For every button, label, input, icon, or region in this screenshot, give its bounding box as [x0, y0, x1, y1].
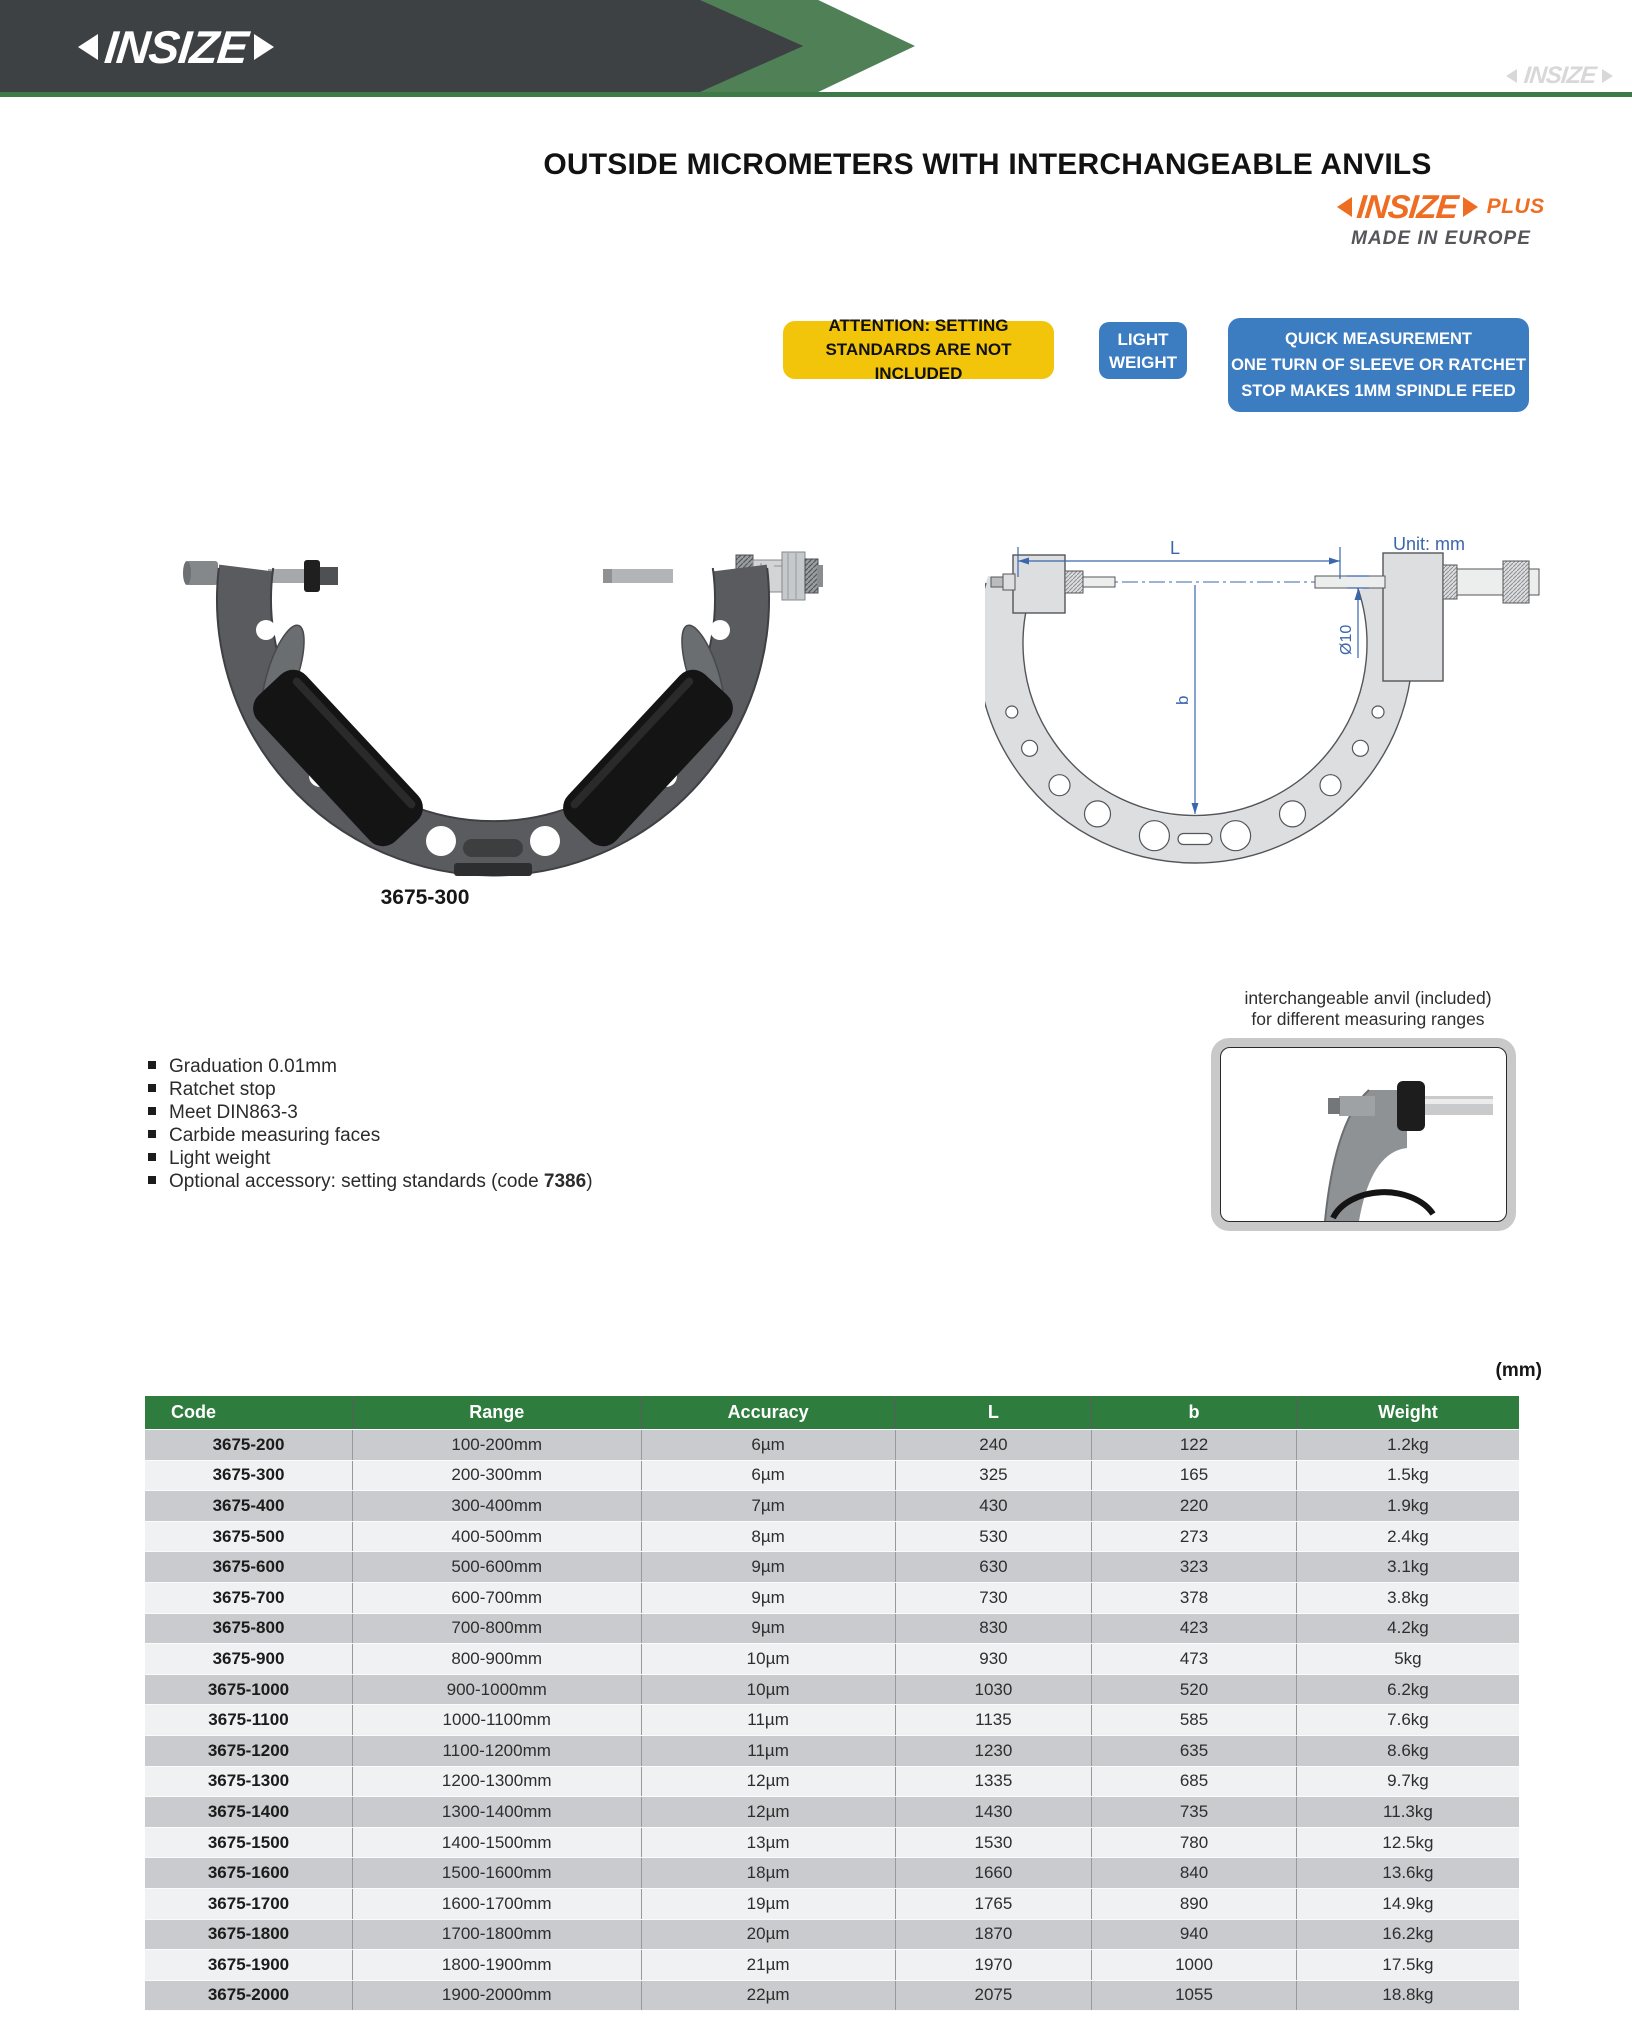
cell-weight: 13.6kg — [1296, 1858, 1519, 1889]
cell-range: 1800-1900mm — [352, 1950, 641, 1981]
feature-text: Ratchet stop — [169, 1079, 276, 1100]
cell-b: 780 — [1092, 1827, 1297, 1858]
cell-range: 300-400mm — [352, 1491, 641, 1522]
cell-l: 1970 — [895, 1950, 1091, 1981]
cell-range: 1600-1700mm — [352, 1888, 641, 1919]
table-row — [145, 1613, 1519, 1644]
spec-table-header — [145, 1396, 1519, 1430]
cell-code: 3675-800 — [145, 1613, 352, 1644]
cell-l: 1430 — [895, 1797, 1091, 1828]
bullet-square-icon — [148, 1153, 156, 1161]
cell-code: 3675-600 — [145, 1552, 352, 1583]
cell-accuracy: 7µm — [641, 1491, 895, 1522]
cell-weight: 11.3kg — [1296, 1797, 1519, 1828]
cell-range: 1000-1100mm — [352, 1705, 641, 1736]
cell-accuracy: 13µm — [641, 1827, 895, 1858]
cell-range: 1200-1300mm — [352, 1766, 641, 1797]
table-row — [145, 1950, 1519, 1981]
cell-weight: 6.2kg — [1296, 1674, 1519, 1705]
cell-range: 1900-2000mm — [352, 1980, 641, 2011]
feature-text: Graduation 0.01mm — [169, 1056, 337, 1077]
cell-range: 600-700mm — [352, 1582, 641, 1613]
cell-l: 240 — [895, 1430, 1091, 1461]
cell-b: 1055 — [1092, 1980, 1297, 2011]
table-row — [145, 1827, 1519, 1858]
cell-weight: 16.2kg — [1296, 1919, 1519, 1950]
attention-line1: ATTENTION: SETTING — [828, 316, 1009, 335]
cell-l: 1660 — [895, 1858, 1091, 1889]
cell-accuracy: 10µm — [641, 1644, 895, 1675]
cell-accuracy: 11µm — [641, 1705, 895, 1736]
cell-accuracy: 18µm — [641, 1858, 895, 1889]
cell-b: 1000 — [1092, 1950, 1297, 1981]
cell-weight: 14.9kg — [1296, 1888, 1519, 1919]
cell-l: 1870 — [895, 1919, 1091, 1950]
attention-badge — [783, 316, 1054, 383]
cell-weight: 12.5kg — [1296, 1827, 1519, 1858]
cell-code: 3675-2000 — [145, 1980, 352, 2011]
cell-b: 122 — [1092, 1430, 1297, 1461]
anvil-photo — [1220, 1047, 1507, 1222]
cell-weight: 1.9kg — [1296, 1491, 1519, 1522]
feature-item — [148, 1056, 788, 1078]
spec-table-body — [145, 1430, 1519, 2011]
cell-code: 3675-1500 — [145, 1827, 352, 1858]
cell-b: 940 — [1092, 1919, 1297, 1950]
plus-suffix-text: PLUS — [1486, 195, 1545, 218]
dim-d10-label: Ø10 — [1338, 624, 1355, 655]
cell-code: 3675-1600 — [145, 1858, 352, 1889]
cell-range: 200-300mm — [352, 1460, 641, 1491]
cell-b: 890 — [1092, 1888, 1297, 1919]
cell-l: 2075 — [895, 1980, 1091, 2011]
feature-item — [148, 1148, 788, 1170]
cell-range: 1400-1500mm — [352, 1827, 641, 1858]
table-row — [145, 1766, 1519, 1797]
table-row — [145, 1674, 1519, 1705]
attention-line2: STANDARDS ARE NOT INCLUDED — [825, 340, 1012, 383]
cell-l: 325 — [895, 1460, 1091, 1491]
cell-l: 1530 — [895, 1827, 1091, 1858]
cell-range: 1300-1400mm — [352, 1797, 641, 1828]
cell-accuracy: 10µm — [641, 1674, 895, 1705]
table-row — [145, 1858, 1519, 1889]
feature-item — [148, 1125, 788, 1147]
col-header-range: Range — [352, 1396, 641, 1430]
cell-b: 378 — [1092, 1582, 1297, 1613]
cell-l: 430 — [895, 1491, 1091, 1522]
anvil-note-line2: for different measuring ranges — [1251, 1009, 1485, 1029]
cell-code: 3675-1300 — [145, 1766, 352, 1797]
cell-code: 3675-1900 — [145, 1950, 352, 1981]
cell-accuracy: 11µm — [641, 1735, 895, 1766]
cell-weight: 5kg — [1296, 1644, 1519, 1675]
cell-range: 800-900mm — [352, 1644, 641, 1675]
cell-weight: 7.6kg — [1296, 1705, 1519, 1736]
cell-code: 3675-900 — [145, 1644, 352, 1675]
cell-code: 3675-1800 — [145, 1919, 352, 1950]
cell-weight: 4.2kg — [1296, 1613, 1519, 1644]
table-row — [145, 1430, 1519, 1461]
cell-range: 500-600mm — [352, 1552, 641, 1583]
plus-arrow-left-icon — [1337, 197, 1352, 217]
cell-range: 1500-1600mm — [352, 1858, 641, 1889]
plus-arrow-right-icon — [1463, 197, 1478, 217]
table-row — [145, 1644, 1519, 1675]
cell-code: 3675-1100 — [145, 1705, 352, 1736]
cell-l: 830 — [895, 1613, 1091, 1644]
cell-l: 1030 — [895, 1674, 1091, 1705]
light-weight-line2: WEIGHT — [1109, 352, 1177, 372]
spec-table — [145, 1396, 1519, 2011]
bullet-square-icon — [148, 1084, 156, 1092]
cell-weight: 3.8kg — [1296, 1582, 1519, 1613]
cell-b: 685 — [1092, 1766, 1297, 1797]
cell-weight: 3.1kg — [1296, 1552, 1519, 1583]
cell-accuracy: 22µm — [641, 1980, 895, 2011]
feature-text: Carbide measuring faces — [169, 1125, 381, 1146]
bullet-square-icon — [148, 1130, 156, 1138]
cell-weight: 1.5kg — [1296, 1460, 1519, 1491]
table-row — [145, 1582, 1519, 1613]
cell-b: 520 — [1092, 1674, 1297, 1705]
feature-item — [148, 1079, 788, 1101]
table-row — [145, 1705, 1519, 1736]
cell-weight: 9.7kg — [1296, 1766, 1519, 1797]
bullet-square-icon — [148, 1176, 156, 1184]
cell-accuracy: 19µm — [641, 1888, 895, 1919]
table-row — [145, 1552, 1519, 1583]
cell-l: 930 — [895, 1644, 1091, 1675]
feature-item — [148, 1102, 788, 1124]
cell-code: 3675-700 — [145, 1582, 352, 1613]
light-weight-line1: LIGHT — [1117, 329, 1169, 349]
cell-l: 1135 — [895, 1705, 1091, 1736]
cell-weight: 17.5kg — [1296, 1950, 1519, 1981]
cell-l: 1335 — [895, 1766, 1091, 1797]
bullet-square-icon — [148, 1107, 156, 1115]
cell-b: 323 — [1092, 1552, 1297, 1583]
cell-b: 585 — [1092, 1705, 1297, 1736]
cell-l: 1230 — [895, 1735, 1091, 1766]
quick-line3: STOP MAKES 1MM SPINDLE FEED — [1241, 382, 1516, 400]
feature-item-optional-accessory — [148, 1171, 788, 1193]
quick-line1: QUICK MEASUREMENT — [1284, 330, 1472, 348]
cell-l: 1765 — [895, 1888, 1091, 1919]
cell-accuracy: 20µm — [641, 1919, 895, 1950]
table-row — [145, 1735, 1519, 1766]
cell-l: 730 — [895, 1582, 1091, 1613]
table-unit-note: (mm) — [1495, 1360, 1542, 1381]
col-header-b: b — [1092, 1396, 1297, 1430]
col-header-code: Code — [145, 1396, 352, 1430]
cell-code: 3675-1700 — [145, 1888, 352, 1919]
cell-code: 3675-1400 — [145, 1797, 352, 1828]
cell-code: 3675-300 — [145, 1460, 352, 1491]
feature-text: Optional accessory: setting standards (code 7386) — [169, 1171, 593, 1192]
logo-arrow-right-icon — [254, 34, 274, 60]
col-header-l: L — [895, 1396, 1091, 1430]
cell-range: 1100-1200mm — [352, 1735, 641, 1766]
made-in-europe-label: MADE IN EUROPE — [1351, 228, 1531, 249]
cell-code: 3675-1000 — [145, 1674, 352, 1705]
micrometer-photo — [178, 533, 823, 878]
cell-code: 3675-400 — [145, 1491, 352, 1522]
cell-b: 473 — [1092, 1644, 1297, 1675]
cell-range: 400-500mm — [352, 1521, 641, 1552]
col-header-weight: Weight — [1296, 1396, 1519, 1430]
cell-l: 530 — [895, 1521, 1091, 1552]
insize-plus-row — [1312, 188, 1570, 226]
cell-b: 635 — [1092, 1735, 1297, 1766]
col-header-accuracy: Accuracy — [641, 1396, 895, 1430]
cell-accuracy: 9µm — [641, 1552, 895, 1583]
plus-brand-text: INSIZE — [1355, 188, 1460, 225]
cell-accuracy: 12µm — [641, 1797, 895, 1828]
feature-list — [148, 1056, 788, 1194]
watermark-arrow-left-icon — [1506, 69, 1517, 83]
cell-accuracy: 8µm — [641, 1521, 895, 1552]
cell-range: 100-200mm — [352, 1430, 641, 1461]
cell-b: 423 — [1092, 1613, 1297, 1644]
cell-accuracy: 12µm — [641, 1766, 895, 1797]
table-row — [145, 1521, 1519, 1552]
cell-b: 735 — [1092, 1797, 1297, 1828]
insize-watermark — [1506, 62, 1613, 90]
quick-measurement-badge — [1228, 318, 1529, 412]
cell-code: 3675-500 — [145, 1521, 352, 1552]
quick-line2: ONE TURN OF SLEEVE OR RATCHET — [1231, 356, 1526, 374]
cell-l: 630 — [895, 1552, 1091, 1583]
cell-code: 3675-1200 — [145, 1735, 352, 1766]
cell-range: 1700-1800mm — [352, 1919, 641, 1950]
cell-weight: 2.4kg — [1296, 1521, 1519, 1552]
watermark-text: INSIZE — [1522, 62, 1597, 89]
bullet-square-icon — [148, 1061, 156, 1069]
table-row — [145, 1491, 1519, 1522]
cell-accuracy: 6µm — [641, 1460, 895, 1491]
table-row — [145, 1460, 1519, 1491]
insize-logo — [78, 20, 274, 74]
green-divider — [0, 92, 1632, 97]
page-title: OUTSIDE MICROMETERS WITH INTERCHANGEABLE ANVILS — [543, 148, 1432, 181]
accessory-code: 7386 — [543, 1171, 587, 1192]
cell-accuracy: 9µm — [641, 1613, 895, 1644]
logo-arrow-left-icon — [78, 34, 98, 60]
cell-range: 900-1000mm — [352, 1674, 641, 1705]
dim-l-label: L — [1169, 538, 1181, 558]
insize-logo-text: INSIZE — [102, 21, 250, 73]
cell-accuracy: 6µm — [641, 1430, 895, 1461]
product-code-caption: 3675-300 — [380, 886, 470, 909]
cell-accuracy: 9µm — [641, 1582, 895, 1613]
light-weight-badge — [1099, 322, 1187, 379]
unit-mm-label: Unit: mm — [1393, 534, 1465, 554]
cell-b: 165 — [1092, 1460, 1297, 1491]
cell-accuracy: 21µm — [641, 1950, 895, 1981]
dim-b-label: b — [1173, 695, 1192, 705]
cell-weight: 8.6kg — [1296, 1735, 1519, 1766]
cell-b: 273 — [1092, 1521, 1297, 1552]
table-row — [145, 1919, 1519, 1950]
anvil-note-line1: interchangeable anvil (included) — [1244, 988, 1492, 1008]
cell-b: 840 — [1092, 1858, 1297, 1889]
cell-weight: 1.2kg — [1296, 1430, 1519, 1461]
insize-plus-logo — [1312, 188, 1570, 250]
watermark-arrow-right-icon — [1602, 69, 1613, 83]
table-row — [145, 1980, 1519, 2011]
table-row — [145, 1888, 1519, 1919]
cell-code: 3675-200 — [145, 1430, 352, 1461]
technical-drawing — [985, 523, 1540, 865]
table-row — [145, 1797, 1519, 1828]
feature-text: Meet DIN863-3 — [169, 1102, 298, 1123]
anvil-photo-frame — [1211, 1038, 1516, 1231]
anvil-note — [1203, 988, 1533, 1030]
cell-weight: 18.8kg — [1296, 1980, 1519, 2011]
feature-text: Light weight — [169, 1148, 271, 1169]
cell-range: 700-800mm — [352, 1613, 641, 1644]
cell-b: 220 — [1092, 1491, 1297, 1522]
